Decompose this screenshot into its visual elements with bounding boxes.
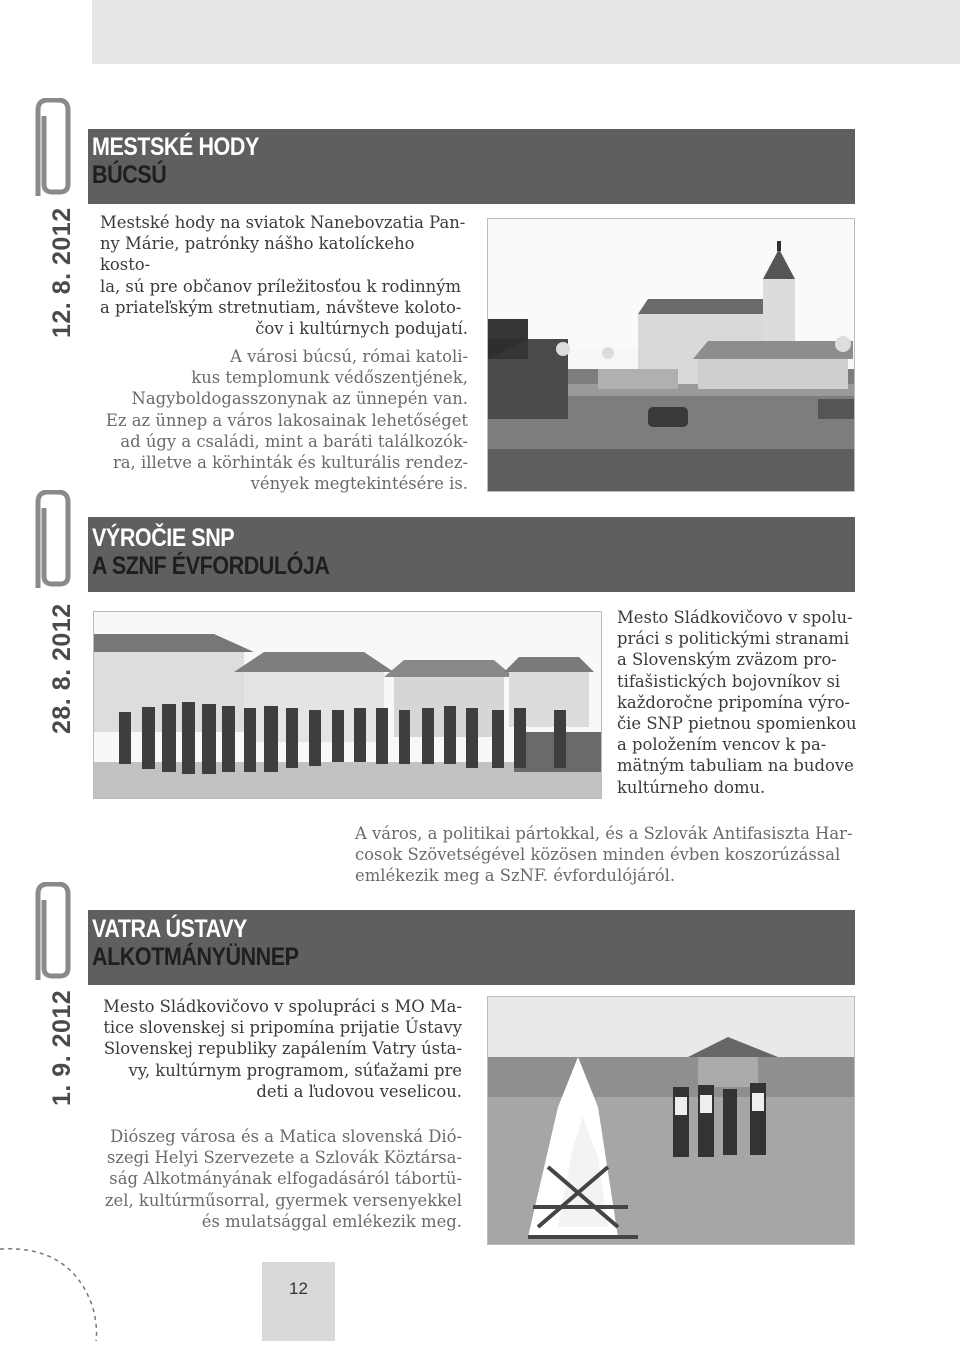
text-line: la, sú pre občanov príležitosťou k rodinným — [100, 276, 462, 296]
section-title — [92, 524, 330, 580]
text-line: ság Alkotmányának elfogadásáról tábortü- — [109, 1169, 462, 1189]
text-line: A városi búcsú, római katoli- — [230, 347, 468, 366]
text-line: ra, illetve a körhinták és kulturális rendez- — [112, 453, 468, 473]
hungarian-text — [355, 823, 875, 887]
text-line: deti a ľudovou veselicou. — [256, 1081, 462, 1101]
section-title — [92, 915, 299, 971]
section-title-line1: VATRA ÚSTAVY — [92, 915, 247, 943]
section-title-line1: MESTSKÉ HODY — [92, 133, 259, 161]
text-line: ny Márie, patrónky nášho katolíckeho kosto- — [100, 234, 415, 275]
photo-bonfire — [487, 996, 855, 1245]
text-line: Mesto Sládkovičovo v spolu- — [617, 608, 853, 627]
section-title-line1: VÝROČIE SNP — [92, 524, 235, 552]
page-number: 12 — [289, 1279, 308, 1298]
top-header-bar — [92, 0, 960, 64]
text-line: a položením vencov k pa- — [617, 735, 827, 755]
section-title-line2: BÚCSÚ — [92, 161, 167, 189]
text-line: každoročne pripomína výro- — [617, 692, 851, 712]
paperclip-icon — [30, 882, 76, 982]
text-line: ad úgy a családi, mint a baráti találkozók- — [120, 431, 468, 451]
paperclip-icon — [30, 490, 76, 590]
section-date: 28. 8. 2012 — [48, 603, 76, 734]
photo-church-square — [487, 218, 855, 492]
section-title-line2: ALKOTMÁNYÜNNEP — [92, 943, 299, 971]
text-line: Mestské hody na sviatok Nanebovzatia Pan- — [100, 213, 466, 232]
text-line: Slovenskej republiky zapálením Vatry ústa- — [103, 1039, 462, 1059]
text-line: Ez az ünnep a város lakosainak lehetőséget — [105, 410, 468, 430]
text-line: vények megtekintésére is. — [250, 474, 468, 494]
text-line: vy, kultúrnym programom, súťažami pre — [128, 1060, 462, 1080]
text-line: a Slovenským zväzom pro- — [617, 650, 837, 670]
text-line: szegi Helyi Szervezete a Szlovák Köztársa- — [106, 1148, 462, 1168]
text-line: kus templomunk védőszentjének, — [191, 368, 468, 388]
section-title-line2: A SZNF ÉVFORDULÓJA — [92, 552, 330, 580]
photo-memorial-group — [93, 611, 602, 799]
text-line: tifašistických bojovníkov si — [617, 671, 841, 691]
decorative-dashed-arc — [0, 1245, 110, 1345]
text-line: čov i kultúrnych podujatí. — [255, 319, 468, 339]
text-line: és mulatsággal emlékezik meg. — [201, 1211, 462, 1231]
hungarian-text — [100, 346, 468, 494]
section-date: 1. 9. 2012 — [48, 989, 76, 1106]
page-number-box — [262, 1262, 335, 1341]
text-line: Mesto Sládkovičovo v spolupráci s MO Ma- — [103, 997, 462, 1016]
text-line: kultúrneho domu. — [617, 777, 766, 797]
slovak-text — [100, 212, 468, 339]
text-line: práci s politickými stranami — [617, 629, 850, 649]
hungarian-text — [100, 1126, 462, 1232]
text-line: cosok Szövetségével közösen minden évben koszorúzással — [355, 845, 841, 865]
text-line: zel, kultúrműsorral, gyermek versenyekkel — [104, 1190, 462, 1210]
slovak-text — [100, 996, 462, 1102]
section-date: 12. 8. 2012 — [48, 207, 76, 338]
slovak-text — [617, 607, 867, 798]
text-line: A város, a politikai pártokkal, és a Szlovák Antifasiszta Har- — [355, 824, 853, 843]
section-title — [92, 133, 259, 189]
text-line: mätným tabuliam na budove — [617, 756, 854, 776]
text-line: emlékezik meg a SzNF. évfordulójáról. — [355, 866, 676, 886]
paperclip-icon — [30, 98, 76, 198]
text-line: Diószeg városa és a Matica slovenská Dió- — [110, 1127, 462, 1146]
text-line: tice slovenskej si pripomína prijatie Ústavy — [103, 1018, 462, 1038]
text-line: čie SNP pietnou spomienkou — [617, 714, 857, 734]
text-line: Nagyboldogasszonynak az ünnepén van. — [131, 389, 468, 409]
text-line: a priateľským stretnutiam, návšteve koloto- — [100, 297, 462, 317]
